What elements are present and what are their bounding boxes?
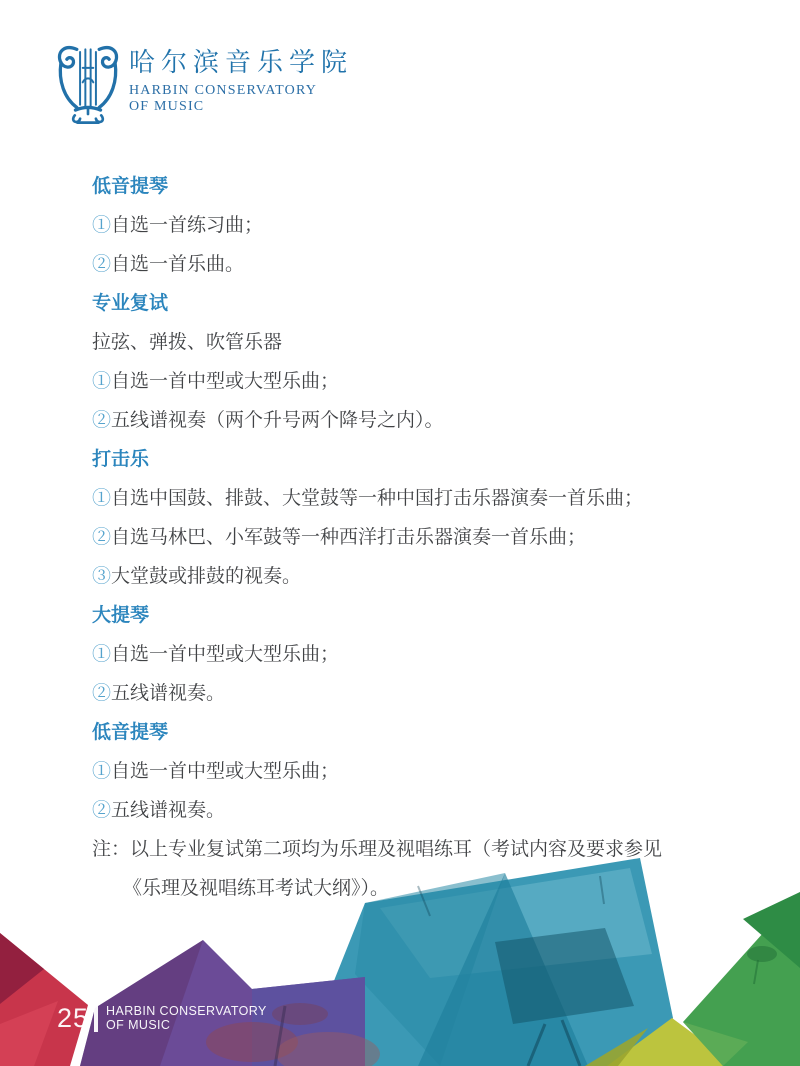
requirement-item (92, 245, 762, 284)
section-heading (92, 167, 762, 206)
line-text: 自选马林巴、小军鼓等一种西洋打击乐器演奏一首乐曲； (111, 527, 587, 548)
page-number: 25 (57, 1002, 90, 1033)
requirement-item (92, 401, 762, 440)
logo-en-line2: OF MUSIC (129, 99, 205, 115)
drum-head-hint (272, 1003, 328, 1025)
requirement-item (92, 674, 762, 713)
item-marker: ① (92, 644, 112, 665)
item-marker: ② (92, 800, 112, 821)
footer-logo-text (106, 1004, 267, 1032)
item-marker: ① (92, 488, 112, 509)
item-marker: ① (92, 761, 112, 782)
item-marker: ① (92, 371, 112, 392)
line-text: 自选中国鼓、排鼓、大堂鼓等一种中国打击乐器演奏一首乐曲； (111, 488, 644, 509)
line-text: 自选一首中型或大型乐曲； (111, 644, 340, 665)
item-marker: ② (92, 683, 112, 704)
line-text: 低音提琴 (92, 176, 169, 197)
logo-text (129, 42, 353, 115)
line-text: 低音提琴 (92, 722, 169, 743)
line-text: 打击乐 (92, 449, 150, 470)
text-line (92, 323, 762, 362)
requirement-item (92, 791, 762, 830)
footer-en-line1: HARBIN CONSERVATORY (106, 1004, 267, 1018)
section-heading (92, 440, 762, 479)
logo-cn-name: 哈尔滨音乐学院 (129, 48, 354, 78)
item-marker: ③ (92, 566, 112, 587)
item-marker: ② (92, 410, 112, 431)
logo-en-name (129, 83, 353, 115)
content-lines (92, 167, 762, 908)
item-marker: ② (92, 254, 112, 275)
requirement-item (92, 479, 762, 518)
item-marker: ① (92, 215, 112, 236)
section-heading (92, 713, 762, 752)
line-text: 专业复试 (92, 293, 169, 314)
logo-en-line1: HARBIN CONSERVATORY (129, 83, 318, 98)
line-text: 大提琴 (92, 605, 150, 626)
line-text: 自选一首练习曲； (111, 215, 264, 236)
line-text: 注：以上专业复试第二项均为乐理及视唱练耳（考试内容及要求参见 (92, 839, 663, 860)
section-heading (92, 596, 762, 635)
line-text: 《乐理及视唱练耳考试大纲》）。 (123, 878, 390, 899)
item-marker: ② (92, 527, 112, 548)
requirement-item (92, 362, 762, 401)
line-text: 五线谱视奏。 (111, 683, 226, 704)
line-text: 自选一首中型或大型乐曲； (111, 371, 340, 392)
footer-en-line2: OF MUSIC (106, 1018, 171, 1032)
footer-divider (94, 1004, 98, 1032)
line-text: 大堂鼓或排鼓的视奏。 (111, 566, 302, 587)
section-heading (92, 284, 762, 323)
footer-brand (57, 1004, 267, 1032)
line-text: 自选一首乐曲。 (111, 254, 245, 275)
lyre-logo-icon (55, 42, 121, 128)
logo (55, 42, 353, 128)
line-text: 自选一首中型或大型乐曲； (111, 761, 340, 782)
line-text: 五线谱视奏（两个升号两个降号之内）。 (111, 410, 444, 431)
requirement-item (92, 635, 762, 674)
requirement-item (92, 518, 762, 557)
requirement-item (92, 206, 762, 245)
footer-artwork (0, 856, 800, 1066)
line-text: 拉弦、弹拨、吹管乐器 (92, 332, 283, 353)
requirement-item (92, 557, 762, 596)
requirement-item (92, 752, 762, 791)
line-text: 五线谱视奏。 (111, 800, 226, 821)
